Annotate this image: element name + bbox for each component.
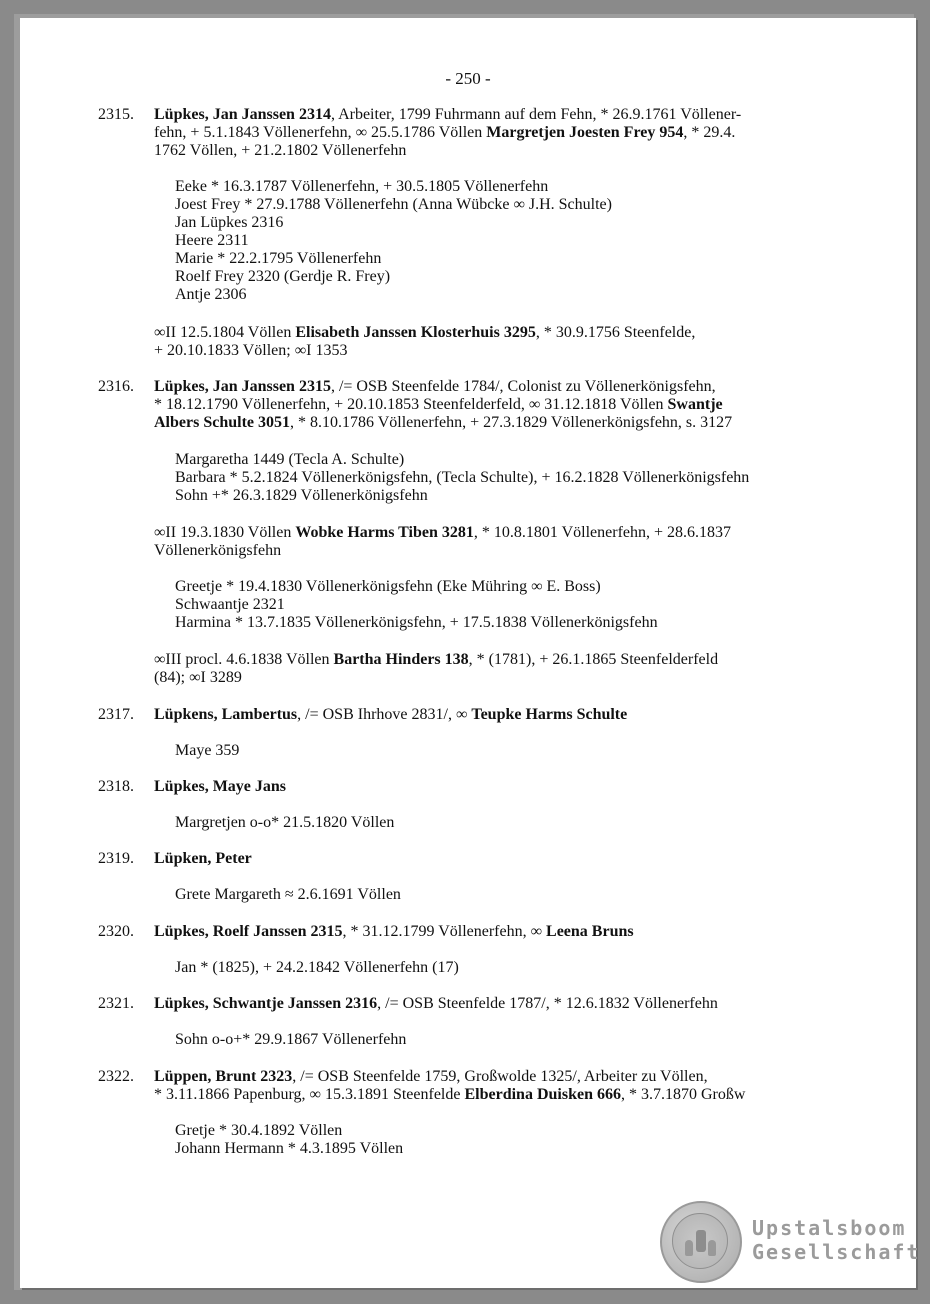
child-line: Grete Margareth ≈ 2.6.1691 Völlen (175, 886, 401, 903)
entry-heading: Lüpkes, Jan Janssen 2314, Arbeiter, 1799 Fuhrmann auf dem Fehn, * 26.9.1761 Völlener- (154, 106, 742, 123)
watermark-line-2: Gesellschaft (752, 1240, 921, 1264)
entry-number: 2322. (98, 1068, 134, 1085)
child-line: Sohn o-o+* 29.9.1867 Völlenerfehn (175, 1031, 407, 1048)
entry-number: 2321. (98, 995, 134, 1012)
watermark-line-1: Upstalsboom (752, 1216, 907, 1240)
child-line: Maye 359 (175, 742, 240, 759)
watermark-brand (752, 1216, 921, 1264)
entry-heading: Lüpkens, Lambertus, /= OSB Ihrhove 2831/, ∞ Teupke Harms Schulte (154, 706, 628, 723)
child-line: Marie * 22.2.1795 Völlenerfehn (175, 250, 382, 267)
seal-logo-icon (660, 1201, 742, 1283)
entry-number: 2320. (98, 923, 134, 940)
child-line: Johann Hermann * 4.3.1895 Völlen (175, 1140, 404, 1157)
entry-number: 2318. (98, 778, 134, 795)
entry-line: * 18.12.1790 Völlenerfehn, + 20.10.1853 Steenfelderfeld, ∞ 31.12.1818 Völlen Swantje (154, 396, 723, 413)
child-line: Antje 2306 (175, 286, 247, 303)
entry-number: 2315. (98, 106, 134, 123)
document-page (20, 18, 921, 1288)
child-line: Jan * (1825), + 24.2.1842 Völlenerfehn (17) (175, 959, 459, 976)
page-number: - 250 - (445, 69, 491, 88)
child-line: Heere 2311 (175, 232, 249, 249)
child-line: Margretjen o-o* 21.5.1820 Völlen (175, 814, 395, 831)
child-line: Jan Lüpkes 2316 (175, 214, 284, 231)
document-body (20, 18, 921, 1288)
child-line: Schwaantje 2321 (175, 596, 285, 613)
child-line: Eeke * 16.3.1787 Völlenerfehn, + 30.5.1805 Völlenerfehn (175, 178, 549, 195)
entry-heading: Lüppen, Brunt 2323, /= OSB Steenfelde 1759, Großwolde 1325/, Arbeiter zu Völlen, (154, 1068, 708, 1085)
child-line: Harmina * 13.7.1835 Völlenerkönigsfehn, + 17.5.1838 Völlenerkönigsfehn (175, 614, 658, 631)
entry-line: * 3.11.1866 Papenburg, ∞ 15.3.1891 Steenfelde Elberdina Duisken 666, * 3.7.1870 Großw (154, 1086, 746, 1103)
marriage-line: ∞II 12.5.1804 Völlen Elisabeth Janssen Klosterhuis 3295, * 30.9.1756 Steenfelde, (154, 324, 696, 341)
child-line: Greetje * 19.4.1830 Völlenerkönigsfehn (Eke Mühring ∞ E. Boss) (175, 578, 601, 595)
entry-line: fehn, + 5.1.1843 Völlenerfehn, ∞ 25.5.1786 Völlen Margretjen Joesten Frey 954, * 29.4. (154, 124, 736, 141)
entry-heading: Lüpkes, Schwantje Janssen 2316, /= OSB Steenfelde 1787/, * 12.6.1832 Völlenerfehn (154, 995, 718, 1012)
entry-line: 1762 Völlen, + 21.2.1802 Völlenerfehn (154, 142, 407, 159)
entry-heading: Lüpken, Peter (154, 850, 252, 867)
entry-number: 2319. (98, 850, 134, 867)
child-line: Roelf Frey 2320 (Gerdje R. Frey) (175, 268, 391, 285)
entry-number: 2317. (98, 706, 134, 723)
entry-number: 2316. (98, 378, 134, 395)
entry-line: Albers Schulte 3051, * 8.10.1786 Völlenerfehn, + 27.3.1829 Völlenerkönigsfehn, s. 3127 (154, 414, 733, 431)
child-line: Joest Frey * 27.9.1788 Völlenerfehn (Anna Wübcke ∞ J.H. Schulte) (175, 196, 612, 213)
entry-heading: Lüpkes, Maye Jans (154, 778, 287, 795)
child-line: Sohn +* 26.3.1829 Völlenerkönigsfehn (175, 487, 428, 504)
child-line: Margaretha 1449 (Tecla A. Schulte) (175, 451, 405, 468)
marriage-line: ∞II 19.3.1830 Völlen Wobke Harms Tiben 3281, * 10.8.1801 Völlenerfehn, + 28.6.1837 (154, 524, 732, 541)
child-line: Gretje * 30.4.1892 Völlen (175, 1122, 343, 1139)
marriage-line: + 20.10.1833 Völlen; ∞I 1353 (154, 342, 348, 359)
marriage-line: ∞III procl. 4.6.1838 Völlen Bartha Hinders 138, * (1781), + 26.1.1865 Steenfelderfeld (154, 651, 719, 668)
marriage-line: Völlenerkönigsfehn (154, 542, 282, 559)
entry-heading: Lüpkes, Roelf Janssen 2315, * 31.12.1799 Völlenerfehn, ∞ Leena Bruns (154, 923, 634, 940)
child-line: Barbara * 5.2.1824 Völlenerkönigsfehn, (Tecla Schulte), + 16.2.1828 Völlenerkönigsfehn (175, 469, 750, 486)
marriage-line: (84); ∞I 3289 (154, 669, 242, 686)
entry-heading: Lüpkes, Jan Janssen 2315, /= OSB Steenfelde 1784/, Colonist zu Völlenerkönigsfehn, (154, 378, 716, 395)
